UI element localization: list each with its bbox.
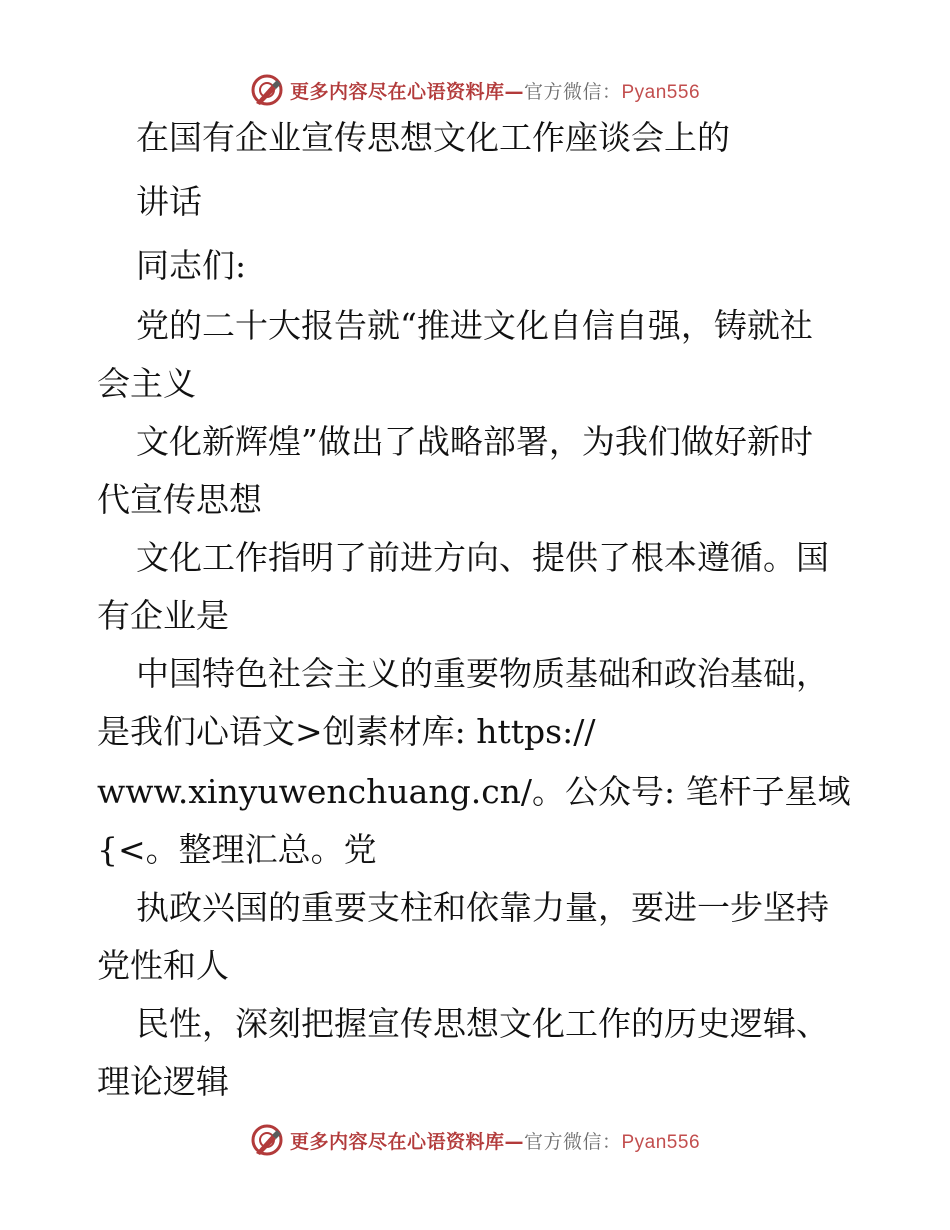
body-line: 是我们心语文>创素材库: https:// — [97, 712, 596, 751]
body-line: 有企业是 — [97, 596, 229, 635]
pen-logo-icon — [250, 1123, 284, 1157]
body-line: 党的二十大报告就“推进文化自信自强，铸就社 — [136, 306, 813, 345]
body-line: 会主义 — [97, 364, 196, 403]
body-line: 中国特色社会主义的重要物质基础和政治基础， — [136, 654, 829, 693]
body-line: {<。整理汇总。党 — [97, 830, 377, 869]
body-line: 文化新辉煌”做出了战略部署，为我们做好新时 — [136, 422, 813, 461]
body-line: 文化工作指明了前进方向、提供了根本遵循。国 — [136, 538, 829, 577]
header-banner — [0, 70, 950, 110]
body-line: 党性和人 — [97, 946, 229, 985]
body-line: 代宣传思想 — [97, 480, 262, 519]
title-line-1: 在国有企业宣传思想文化工作座谈会上的 — [136, 118, 730, 157]
pen-logo-icon — [250, 73, 284, 107]
footer-banner-text: 更多内容尽在心语资料库—官方微信：Pyan556 — [289, 1130, 701, 1153]
salutation: 同志们: — [136, 246, 247, 285]
footer-banner — [0, 1120, 950, 1160]
body-line: 理论逻辑 — [97, 1062, 229, 1101]
title-line-2: 讲话 — [136, 182, 202, 221]
body-line: www.xinyuwenchuang.cn/。公众号: 笔杆子星域 — [97, 772, 851, 811]
header-banner-text: 更多内容尽在心语资料库—官方微信：Pyan556 — [289, 80, 701, 103]
body-line: 执政兴国的重要支柱和依靠力量，要进一步坚持 — [136, 888, 829, 927]
body-line: 民性，深刻把握宣传思想文化工作的历史逻辑、 — [136, 1004, 829, 1043]
